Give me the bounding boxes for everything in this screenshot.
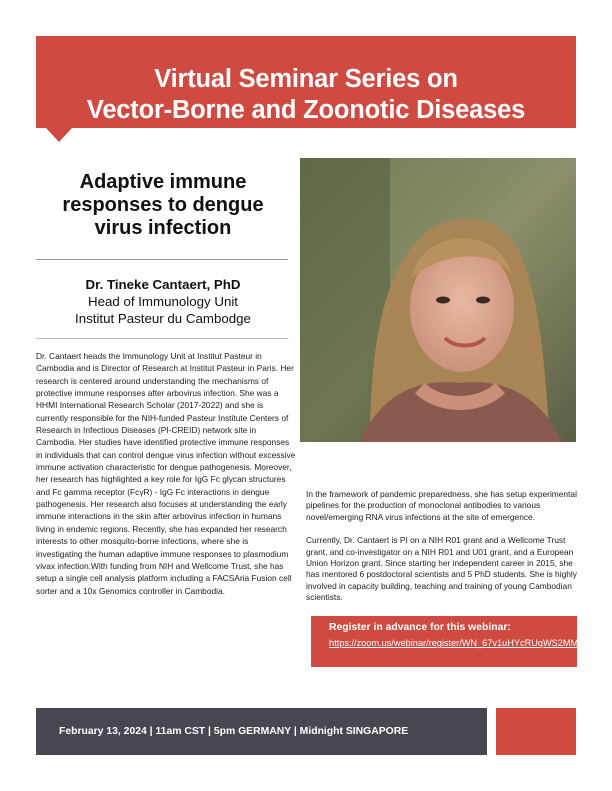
speaker-block	[36, 276, 290, 327]
speaker-role: Head of Immunology Unit	[87, 294, 239, 309]
speaker-bio: Dr. Cantaert heads the Immunology Unit at Institut Pasteur in Cambodia and is Director of Research at Institut Pasteur in Paris. Her research is centered around understanding the mechanisms of protective immune responses after arbovirus infection. She was a HHMI International Research Scholar (2017-2022) and she is currently responsible for the NIH-funded Pasteur Institute Centers of Research in Infectious Diseases (PI-CREID) network site in Cambodia. Her studies have identified protective immune responses in individuals that can control dengue virus infection without excessive immune activation characteristic for dengue pathogenesis. Moreover, her research has highlighted a key role for IgG Fc glycan structures and Fc gamma receptor (FcγR) - IgG Fc interactions in dengue pathogenesis. Her research also focuses at understanding the early immune interactions in the skin after arbovirus infection in humans living in endemic regions. Recently, she has expanded her research interests to other mosquito-borne infections, where she is investigating the human adaptive immune responses to plasmodium vivax infection.With funding from NIH and Wellcome Trust, she has setup a single cell analysis platform including a FACSAria Fusion cell sorter and a 10x Genomics controller in Cambodia.	[36, 351, 296, 596]
bio-continued	[306, 489, 580, 616]
event-date-times: February 13, 2024 | 11am CST | 5pm GERMANY | Midnight SINGAPORE	[59, 726, 409, 737]
speaker-name: Dr. Tineke Cantaert, PhD	[85, 277, 241, 292]
bio-paragraph: In the framework of pandemic preparedness, she has setup experimental pipelines for the production of monoclonal antibodies to various novel/emerging RNA virus infections at the site of emergence.	[306, 489, 577, 522]
speaker-photo	[300, 158, 576, 442]
talk-title: Adaptive immune responses to dengue virus infection	[62, 171, 264, 239]
footer-accent-block	[496, 708, 576, 755]
registration-link[interactable]: https://zoom.us/webinar/register/WN_67v1uHYcRUqWS2MMMlJNEA	[329, 638, 612, 648]
divider	[36, 338, 288, 339]
seminar-series-title	[36, 64, 576, 126]
register-heading: Register in advance for this webinar:	[329, 622, 511, 633]
divider	[36, 259, 288, 260]
registration-box	[311, 616, 612, 667]
speaker-institute: Institut Pasteur du Cambodge	[75, 311, 251, 326]
bio-paragraph: Currently, Dr. Cantaert is PI on a NIH R01 grant and a Wellcome Trust grant, and co-investigator on a NIH R01 and U01 grant, and a European Union Horizon grant. Since starting her independent career in 2015, she has mentored 6 postdoctoral scientists and 5 PhD students. She is highly involved in capacity building, teaching and training of young Cambodian scientists.	[306, 535, 577, 603]
title-line-1: Virtual Seminar Series on	[154, 65, 458, 93]
banner-pointer	[46, 128, 72, 142]
title-line-2: Vector-Borne and Zoonotic Diseases	[86, 96, 526, 124]
